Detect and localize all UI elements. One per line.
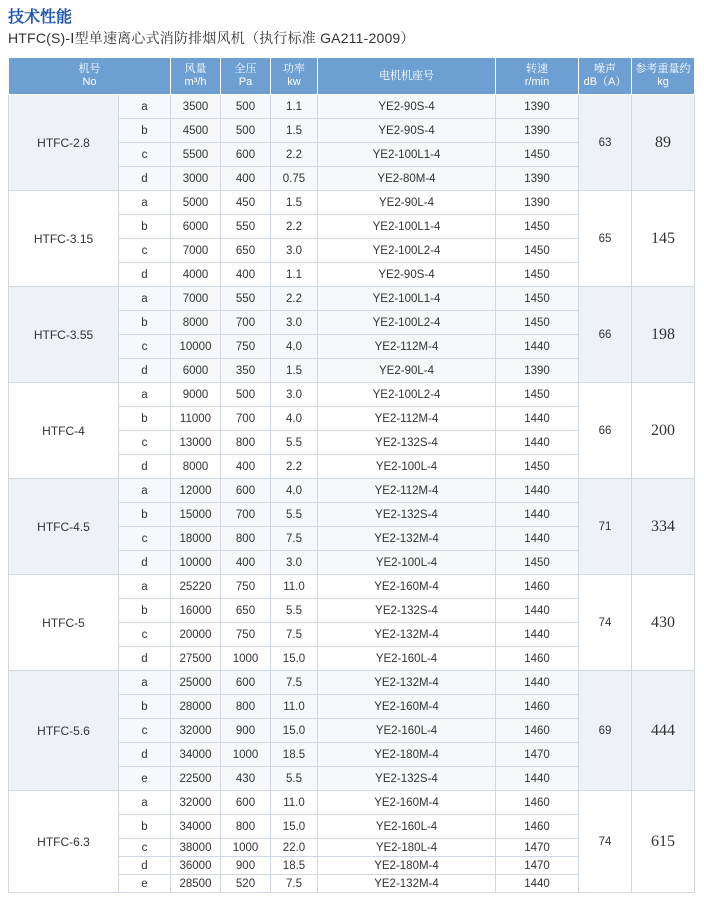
speed-cell: 1470	[496, 839, 579, 857]
motor-cell: YE2-132S-4	[318, 767, 496, 791]
speed-cell: 1440	[496, 431, 579, 455]
flow-cell: 20000	[171, 623, 221, 647]
motor-cell: YE2-100L2-4	[318, 383, 496, 407]
variant-cell: a	[119, 191, 171, 215]
speed-cell: 1440	[496, 503, 579, 527]
pressure-cell: 550	[221, 215, 271, 239]
variant-cell: a	[119, 671, 171, 695]
variant-cell: b	[119, 503, 171, 527]
pressure-cell: 350	[221, 359, 271, 383]
flow-cell: 32000	[171, 791, 221, 815]
power-cell: 5.5	[271, 599, 318, 623]
speed-cell: 1390	[496, 191, 579, 215]
power-cell: 3.0	[271, 551, 318, 575]
variant-cell: d	[119, 551, 171, 575]
power-cell: 0.75	[271, 167, 318, 191]
variant-cell: b	[119, 695, 171, 719]
speed-cell: 1390	[496, 119, 579, 143]
flow-cell: 25220	[171, 575, 221, 599]
variant-cell: d	[119, 857, 171, 875]
variant-cell: c	[119, 143, 171, 167]
pressure-cell: 700	[221, 407, 271, 431]
pressure-cell: 400	[221, 263, 271, 287]
variant-cell: b	[119, 599, 171, 623]
flow-cell: 7000	[171, 287, 221, 311]
noise-cell: 65	[579, 191, 632, 287]
speed-cell: 1450	[496, 287, 579, 311]
flow-cell: 15000	[171, 503, 221, 527]
header-speed	[496, 58, 579, 95]
pressure-cell: 600	[221, 479, 271, 503]
motor-cell: YE2-132M-4	[318, 671, 496, 695]
motor-cell: YE2-100L1-4	[318, 215, 496, 239]
weight-cell: 198	[632, 287, 695, 383]
speed-cell: 1450	[496, 383, 579, 407]
speed-cell: 1450	[496, 455, 579, 479]
motor-cell: YE2-132S-4	[318, 503, 496, 527]
power-cell: 18.5	[271, 857, 318, 875]
power-cell: 11.0	[271, 791, 318, 815]
table-header-row	[9, 58, 695, 95]
pressure-cell: 800	[221, 695, 271, 719]
power-cell: 5.5	[271, 431, 318, 455]
pressure-cell: 750	[221, 335, 271, 359]
speed-cell: 1450	[496, 143, 579, 167]
pressure-cell: 1000	[221, 743, 271, 767]
motor-cell: YE2-160M-4	[318, 791, 496, 815]
flow-cell: 18000	[171, 527, 221, 551]
pressure-cell: 1000	[221, 839, 271, 857]
table-row	[9, 791, 695, 815]
pressure-cell: 700	[221, 503, 271, 527]
speed-cell: 1390	[496, 167, 579, 191]
speed-cell: 1460	[496, 719, 579, 743]
header-weight	[632, 58, 695, 95]
speed-cell: 1390	[496, 95, 579, 119]
noise-cell: 69	[579, 671, 632, 791]
variant-cell: d	[119, 743, 171, 767]
power-cell: 1.5	[271, 119, 318, 143]
header-speed-cn: 转速	[526, 63, 548, 75]
pressure-cell: 750	[221, 623, 271, 647]
power-cell: 2.2	[271, 455, 318, 479]
header-power-unit: kw	[287, 76, 301, 88]
variant-cell: b	[119, 407, 171, 431]
header-model-cn: 机号	[78, 63, 101, 75]
model-cell: HTFC-6.3	[9, 791, 119, 893]
variant-cell: c	[119, 239, 171, 263]
motor-cell: YE2-112M-4	[318, 335, 496, 359]
pressure-cell: 900	[221, 719, 271, 743]
header-power	[271, 58, 318, 95]
pressure-cell: 1000	[221, 647, 271, 671]
flow-cell: 34000	[171, 815, 221, 839]
variant-cell: a	[119, 383, 171, 407]
variant-cell: c	[119, 527, 171, 551]
header-noise	[579, 58, 632, 95]
speed-cell: 1440	[496, 479, 579, 503]
flow-cell: 8000	[171, 455, 221, 479]
pressure-cell: 400	[221, 167, 271, 191]
power-cell: 18.5	[271, 743, 318, 767]
table-row	[9, 671, 695, 695]
variant-cell: e	[119, 767, 171, 791]
variant-cell: a	[119, 575, 171, 599]
speed-cell: 1440	[496, 767, 579, 791]
table-body	[9, 95, 695, 893]
pressure-cell: 500	[221, 383, 271, 407]
motor-cell: YE2-160M-4	[318, 695, 496, 719]
power-cell: 2.2	[271, 143, 318, 167]
motor-cell: YE2-100L2-4	[318, 311, 496, 335]
pressure-cell: 900	[221, 857, 271, 875]
pressure-cell: 800	[221, 527, 271, 551]
flow-cell: 8000	[171, 311, 221, 335]
motor-cell: YE2-100L1-4	[318, 143, 496, 167]
weight-cell: 334	[632, 479, 695, 575]
table-row	[9, 95, 695, 119]
table-row	[9, 191, 695, 215]
noise-cell: 66	[579, 383, 632, 479]
motor-cell: YE2-112M-4	[318, 479, 496, 503]
speed-cell: 1450	[496, 551, 579, 575]
power-cell: 7.5	[271, 623, 318, 647]
flow-cell: 3500	[171, 95, 221, 119]
weight-cell: 430	[632, 575, 695, 671]
motor-cell: YE2-160L-4	[318, 815, 496, 839]
pressure-cell: 750	[221, 575, 271, 599]
noise-cell: 74	[579, 575, 632, 671]
variant-cell: c	[119, 431, 171, 455]
power-cell: 7.5	[271, 527, 318, 551]
power-cell: 3.0	[271, 311, 318, 335]
power-cell: 5.5	[271, 503, 318, 527]
motor-cell: YE2-180M-4	[318, 857, 496, 875]
motor-cell: YE2-132M-4	[318, 875, 496, 893]
motor-cell: YE2-100L1-4	[318, 287, 496, 311]
power-cell: 5.5	[271, 767, 318, 791]
header-motor	[318, 58, 496, 95]
flow-cell: 12000	[171, 479, 221, 503]
motor-cell: YE2-90S-4	[318, 263, 496, 287]
power-cell: 1.5	[271, 191, 318, 215]
motor-cell: YE2-100L-4	[318, 551, 496, 575]
variant-cell: d	[119, 647, 171, 671]
motor-cell: YE2-180M-4	[318, 743, 496, 767]
header-power-cn: 功率	[283, 63, 305, 75]
table-row	[9, 575, 695, 599]
power-cell: 3.0	[271, 239, 318, 263]
flow-cell: 34000	[171, 743, 221, 767]
power-cell: 15.0	[271, 647, 318, 671]
variant-cell: b	[119, 311, 171, 335]
variant-cell: d	[119, 167, 171, 191]
header-pressure-unit: Pa	[238, 76, 253, 88]
speed-cell: 1390	[496, 359, 579, 383]
noise-cell: 66	[579, 287, 632, 383]
speed-cell: 1470	[496, 743, 579, 767]
motor-cell: YE2-80M-4	[318, 167, 496, 191]
pressure-cell: 550	[221, 287, 271, 311]
power-cell: 3.0	[271, 383, 318, 407]
motor-cell: YE2-90S-4	[318, 119, 496, 143]
flow-cell: 28000	[171, 695, 221, 719]
page-heading: 技术性能	[8, 9, 73, 26]
pressure-cell: 650	[221, 599, 271, 623]
flow-cell: 36000	[171, 857, 221, 875]
power-cell: 7.5	[271, 671, 318, 695]
speed-cell: 1460	[496, 815, 579, 839]
power-cell: 4.0	[271, 335, 318, 359]
header-model-en: No	[82, 76, 97, 88]
motor-cell: YE2-100L-4	[318, 455, 496, 479]
speed-cell: 1440	[496, 875, 579, 893]
speed-cell: 1470	[496, 857, 579, 875]
motor-cell: YE2-112M-4	[318, 407, 496, 431]
flow-cell: 32000	[171, 719, 221, 743]
pressure-cell: 800	[221, 431, 271, 455]
weight-cell: 200	[632, 383, 695, 479]
flow-cell: 6000	[171, 215, 221, 239]
power-cell: 1.1	[271, 263, 318, 287]
flow-cell: 4500	[171, 119, 221, 143]
header-noise-cn: 噪声	[594, 63, 616, 75]
header-pressure	[221, 58, 271, 95]
motor-cell: YE2-132M-4	[318, 623, 496, 647]
noise-cell: 71	[579, 479, 632, 575]
header-speed-unit: r/min	[524, 76, 550, 88]
motor-cell: YE2-160L-4	[318, 647, 496, 671]
flow-cell: 4000	[171, 263, 221, 287]
weight-cell: 89	[632, 95, 695, 191]
flow-cell: 22500	[171, 767, 221, 791]
pressure-cell: 600	[221, 143, 271, 167]
table-subtitle: HTFC(S)-Ⅰ型单速离心式消防排烟风机（执行标准 GA211-2009）	[8, 30, 415, 46]
motor-cell: YE2-100L2-4	[318, 239, 496, 263]
model-cell: HTFC-3.15	[9, 191, 119, 287]
speed-cell: 1460	[496, 695, 579, 719]
variant-cell: a	[119, 479, 171, 503]
model-cell: HTFC-5.6	[9, 671, 119, 791]
flow-cell: 25000	[171, 671, 221, 695]
motor-cell: YE2-132M-4	[318, 527, 496, 551]
speed-cell: 1440	[496, 599, 579, 623]
motor-cell: YE2-90L-4	[318, 359, 496, 383]
power-cell: 2.2	[271, 215, 318, 239]
header-motor-cn: 电机机座号	[379, 69, 434, 82]
speed-cell: 1450	[496, 215, 579, 239]
speed-cell: 1460	[496, 575, 579, 599]
motor-cell: YE2-160M-4	[318, 575, 496, 599]
model-cell: HTFC-3.55	[9, 287, 119, 383]
flow-cell: 3000	[171, 167, 221, 191]
power-cell: 22.0	[271, 839, 318, 857]
motor-cell: YE2-132S-4	[318, 599, 496, 623]
speed-cell: 1450	[496, 263, 579, 287]
motor-cell: YE2-160L-4	[318, 719, 496, 743]
performance-table	[8, 57, 695, 893]
flow-cell: 38000	[171, 839, 221, 857]
flow-cell: 7000	[171, 239, 221, 263]
flow-cell: 10000	[171, 551, 221, 575]
flow-cell: 16000	[171, 599, 221, 623]
pressure-cell: 600	[221, 671, 271, 695]
pressure-cell: 700	[221, 311, 271, 335]
flow-cell: 13000	[171, 431, 221, 455]
variant-cell: e	[119, 875, 171, 893]
speed-cell: 1460	[496, 791, 579, 815]
variant-cell: b	[119, 119, 171, 143]
speed-cell: 1440	[496, 407, 579, 431]
variant-cell: d	[119, 455, 171, 479]
flow-cell: 27500	[171, 647, 221, 671]
pressure-cell: 400	[221, 551, 271, 575]
flow-cell: 28500	[171, 875, 221, 893]
variant-cell: c	[119, 839, 171, 857]
power-cell: 4.0	[271, 407, 318, 431]
variant-cell: a	[119, 287, 171, 311]
pressure-cell: 500	[221, 95, 271, 119]
variant-cell: d	[119, 359, 171, 383]
power-cell: 4.0	[271, 479, 318, 503]
power-cell: 11.0	[271, 695, 318, 719]
header-model	[9, 58, 171, 95]
speed-cell: 1440	[496, 623, 579, 647]
model-cell: HTFC-4	[9, 383, 119, 479]
power-cell: 7.5	[271, 875, 318, 893]
variant-cell: b	[119, 215, 171, 239]
header-pressure-cn: 全压	[234, 63, 257, 75]
model-cell: HTFC-5	[9, 575, 119, 671]
variant-cell: d	[119, 263, 171, 287]
power-cell: 1.5	[271, 359, 318, 383]
flow-cell: 11000	[171, 407, 221, 431]
header-flow-unit: m³/h	[184, 76, 207, 88]
weight-cell: 145	[632, 191, 695, 287]
speed-cell: 1460	[496, 647, 579, 671]
speed-cell: 1440	[496, 527, 579, 551]
weight-cell: 444	[632, 671, 695, 791]
power-cell: 15.0	[271, 719, 318, 743]
motor-cell: YE2-180L-4	[318, 839, 496, 857]
pressure-cell: 500	[221, 119, 271, 143]
header-weight-cn: 参考重量约	[635, 63, 691, 75]
variant-cell: a	[119, 95, 171, 119]
variant-cell: a	[119, 791, 171, 815]
header-noise-unit: dB（A）	[583, 76, 627, 88]
pressure-cell: 650	[221, 239, 271, 263]
header-flow	[171, 58, 221, 95]
motor-cell: YE2-90L-4	[318, 191, 496, 215]
pressure-cell: 450	[221, 191, 271, 215]
variant-cell: c	[119, 719, 171, 743]
model-cell: HTFC-4.5	[9, 479, 119, 575]
flow-cell: 6000	[171, 359, 221, 383]
pressure-cell: 800	[221, 815, 271, 839]
flow-cell: 9000	[171, 383, 221, 407]
table-row	[9, 479, 695, 503]
power-cell: 11.0	[271, 575, 318, 599]
power-cell: 2.2	[271, 287, 318, 311]
noise-cell: 63	[579, 95, 632, 191]
header-flow-cn: 风量	[184, 63, 207, 75]
pressure-cell: 520	[221, 875, 271, 893]
speed-cell: 1440	[496, 671, 579, 695]
weight-cell: 615	[632, 791, 695, 893]
variant-cell: c	[119, 335, 171, 359]
flow-cell: 5500	[171, 143, 221, 167]
motor-cell: YE2-90S-4	[318, 95, 496, 119]
power-cell: 1.1	[271, 95, 318, 119]
power-cell: 15.0	[271, 815, 318, 839]
pressure-cell: 400	[221, 455, 271, 479]
speed-cell: 1450	[496, 311, 579, 335]
pressure-cell: 600	[221, 791, 271, 815]
pressure-cell: 430	[221, 767, 271, 791]
header-weight-unit: kg	[657, 76, 669, 88]
speed-cell: 1440	[496, 335, 579, 359]
variant-cell: c	[119, 623, 171, 647]
table-row	[9, 287, 695, 311]
flow-cell: 5000	[171, 191, 221, 215]
flow-cell: 10000	[171, 335, 221, 359]
speed-cell: 1450	[496, 239, 579, 263]
model-cell: HTFC-2.8	[9, 95, 119, 191]
motor-cell: YE2-132S-4	[318, 431, 496, 455]
variant-cell: b	[119, 815, 171, 839]
table-row	[9, 383, 695, 407]
noise-cell: 74	[579, 791, 632, 893]
